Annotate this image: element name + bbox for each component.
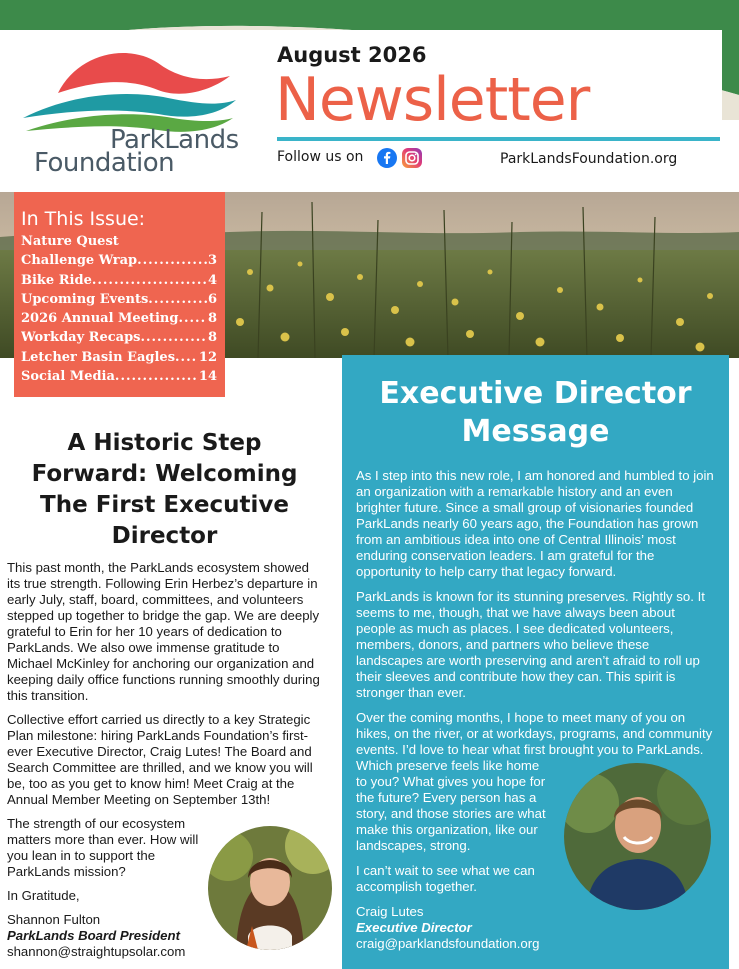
- craig-lutes-photo: [564, 763, 711, 910]
- signer-title: ParkLands Board President: [7, 928, 180, 943]
- toc-item[interactable]: [21, 309, 217, 328]
- shannon-fulton-photo: [208, 826, 332, 950]
- article-closing: In Gratitude,: [7, 888, 80, 903]
- article-paragraph: Collective effort carried us directly to a key Strategic Plan milestone: hiring ParkLands Foundation’s first-ever Executive Director, Craig Lutes! The Board and Search Committee are thrilled, and we know you will be, too as you get to know him! Meet Craig at the Annual Member Meeting on September 13th!: [7, 712, 313, 807]
- in-this-issue-box: [14, 192, 225, 397]
- toc-item[interactable]: [21, 232, 217, 251]
- ed-paragraph: ParkLands is known for its stunning preserves. Rightly so. It seems to me, though, that we have always been about people as much as places. I see dedicated volunteers, members, donors, and partners who believe these landscapes are worth preserving and aren’t afraid to roll up their sleeves and contribute how they can. This spirit is stronger than ever.: [356, 589, 705, 700]
- article-paragraph: This past month, the ParkLands ecosystem showed its true strength. Following Erin Herbez’s departure in early July, staff, board, committees, and volunteers stepped up together to bridge the gap. We are deeply grateful to Erin for her 10 years of dedication to ParkLands. We also owe immense gratitude to Michael McKinley for anchoring our organization and keeping daily office functions running smoothly during this transition.: [7, 560, 320, 703]
- toc-item-label: Workday Recaps: [21, 330, 141, 346]
- toc-item-label: Challenge Wrap: [21, 253, 138, 269]
- ed-paragraph: Which preserve feels like home to you? What gives you hope for the future? Every person has a story, and those stories are what make this organization, like our landscapes, strong.: [356, 758, 546, 853]
- toc-item-page: 8: [207, 330, 217, 346]
- ed-paragraph: Over the coming months, I hope to meet many of you on hikes, on the river, or at workdays, programs, and community events. I’d love to hear what first brought you to ParkLands.: [356, 710, 713, 757]
- ed-paragraph: I can’t wait to see what we can accomplish together.: [356, 863, 535, 894]
- toc-item[interactable]: [21, 271, 217, 290]
- article-paragraph: The strength of our ecosystem matters more than ever. How will you lean in to support the ParkLands mission?: [7, 816, 199, 879]
- toc-title: In This Issue:: [21, 208, 146, 230]
- issue-date: August 2026: [277, 43, 427, 67]
- ed-signer-email[interactable]: craig@parklandsfoundation.org: [356, 936, 540, 951]
- logo-text-foundation: Foundation: [34, 148, 175, 178]
- toc-item-page: 12: [198, 349, 217, 365]
- toc-item-page: 14: [198, 369, 217, 385]
- facebook-icon[interactable]: [377, 148, 397, 168]
- toc-item-page: 8: [207, 311, 217, 327]
- toc-item-label: Letcher Basin Eagles: [21, 349, 176, 365]
- signer-name: Shannon Fulton: [7, 912, 101, 927]
- toc-item[interactable]: [21, 367, 217, 386]
- toc-item-label: Bike Ride: [21, 272, 92, 288]
- article-headline: A Historic Step Forward: Welcoming The First Executive Director: [31, 430, 298, 549]
- toc-item-label: Upcoming Events: [21, 291, 149, 307]
- toc-item-label: Social Media: [21, 369, 115, 385]
- toc-item[interactable]: [21, 251, 217, 270]
- signer-email[interactable]: shannon@straightupsolar.com: [7, 944, 186, 959]
- follow-label: Follow us on: [277, 149, 364, 165]
- ed-signature-block: [356, 904, 715, 952]
- toc-item[interactable]: [21, 328, 217, 347]
- toc-item-page: 3: [207, 253, 217, 269]
- ed-signer-title: Executive Director: [356, 920, 472, 935]
- ed-message-title: Executive Director Message: [379, 376, 692, 449]
- ed-paragraph: As I step into this new role, I am honored and humbled to join an organization with a remarkable history and an even brighter future. Since a small group of visionaries founded ParkLands nearly 60 years ago, the Foundation has grown from an ambitious idea into one of Central Illinois’ most enduring conservation leaders. I am grateful for the opportunity to help carry that legacy forward.: [356, 468, 714, 579]
- toc-item-page: 6: [207, 291, 217, 307]
- toc-item-label: 2026 Annual Meeting: [21, 311, 179, 327]
- website-link[interactable]: ParkLandsFoundation.org: [500, 151, 678, 167]
- instagram-icon[interactable]: [402, 148, 422, 168]
- logo-text-parklands: ParkLands: [110, 125, 239, 155]
- ed-signer-name: Craig Lutes: [356, 904, 424, 919]
- toc-item-label: Nature Quest: [21, 234, 119, 249]
- toc-item[interactable]: [21, 290, 217, 309]
- toc-item-page: 4: [207, 272, 217, 288]
- title-rule: [277, 137, 720, 141]
- toc-item[interactable]: [21, 348, 217, 367]
- newsletter-title: Newsletter: [275, 65, 590, 135]
